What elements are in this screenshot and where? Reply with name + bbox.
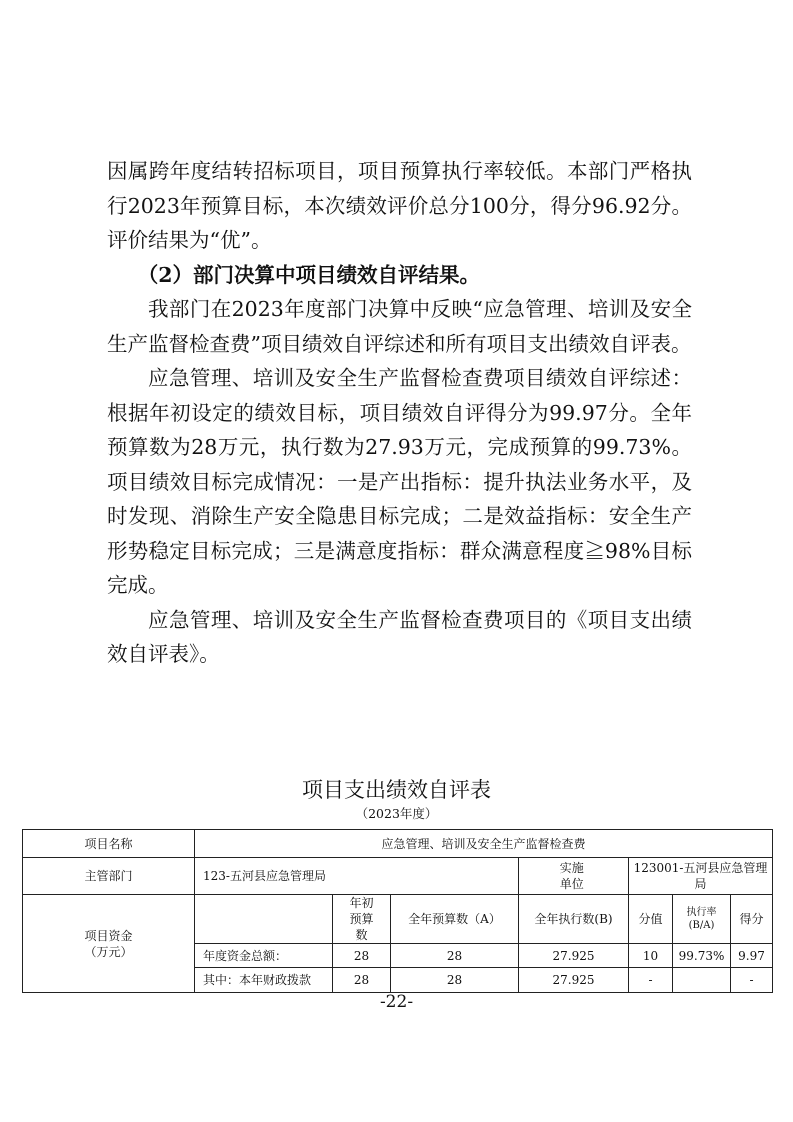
dept-value: 123-五河县应急管理局 — [195, 858, 519, 895]
body-text — [107, 154, 692, 672]
section-heading: （2）部门决算中项目绩效自评结果。 — [137, 262, 481, 287]
table-title: 项目支出绩效自评表 — [302, 778, 491, 802]
table-row — [23, 830, 773, 858]
dept-label: 主管部门 — [23, 858, 195, 895]
cell-score-value: - — [629, 968, 673, 993]
cell-exec-rate — [673, 968, 731, 993]
blank-header-cell — [195, 895, 333, 944]
cell-initial-budget: 28 — [333, 968, 391, 993]
project-name-label: 项目名称 — [23, 830, 195, 858]
header-full-budget: 全年预算数（A） — [391, 895, 519, 944]
page-number: -22- — [379, 992, 414, 1012]
cell-exec-rate: 99.73% — [673, 944, 731, 968]
cell-score: - — [731, 968, 773, 993]
cell-full-budget: 28 — [391, 944, 519, 968]
funds-label: 项目资金（万元） — [23, 895, 195, 993]
impl-unit-label: 实施单位 — [519, 858, 629, 895]
cell-full-budget: 28 — [391, 968, 519, 993]
header-exec-rate: 执行率 (B/A) — [673, 895, 731, 944]
header-score: 得分 — [731, 895, 773, 944]
paragraph-4: 应急管理、培训及安全生产监督检查费项目的《项目支出绩效自评表》。 — [107, 607, 692, 666]
impl-unit-value: 123001-五河县应急管理局 — [629, 858, 773, 895]
table-row — [23, 895, 773, 944]
header-initial-budget: 年初预算数 — [333, 895, 391, 944]
cell-score-value: 10 — [629, 944, 673, 968]
cell-full-exec: 27.925 — [519, 968, 629, 993]
table-row — [23, 858, 773, 895]
paragraph-2: 我部门在2023年度部门决算中反映“应急管理、培训及安全生产监督检查费”项目绩效自评综述和所有项目支出绩效自评表。 — [107, 297, 692, 356]
header-score-value: 分值 — [629, 895, 673, 944]
project-name-value: 应急管理、培训及安全生产监督检查费 — [195, 830, 773, 858]
row-label: 年度资金总额： — [195, 944, 333, 968]
paragraph-3: 应急管理、培训及安全生产监督检查费项目绩效自评综述：根据年初设定的绩效目标，项目绩效自评得分为99.97分。全年预算数为28万元，执行数为27.93万元，完成预算的99.73%。项目绩效目标完成情况：一是产出指标：提升执法业务水平，及时发现、消除生产安全隐患目标完成；二是效益指标：安全生产形势稳定目标完成；三是满意度指标：群众满意程度≧98%目标完成。 — [107, 366, 692, 597]
cell-score: 9.97 — [731, 944, 773, 968]
cell-full-exec: 27.925 — [519, 944, 629, 968]
header-full-exec: 全年执行数(B) — [519, 895, 629, 944]
paragraph-1: 因属跨年度结转招标项目，项目预算执行率较低。本部门严格执行2023年预算目标，本次绩效评价总分100分，得分96.92分。评价结果为“优”。 — [107, 159, 692, 252]
performance-table — [22, 829, 773, 993]
cell-initial-budget: 28 — [333, 944, 391, 968]
table-subtitle: （2023年度） — [355, 806, 438, 821]
row-label: 其中：本年财政拨款 — [195, 968, 333, 993]
